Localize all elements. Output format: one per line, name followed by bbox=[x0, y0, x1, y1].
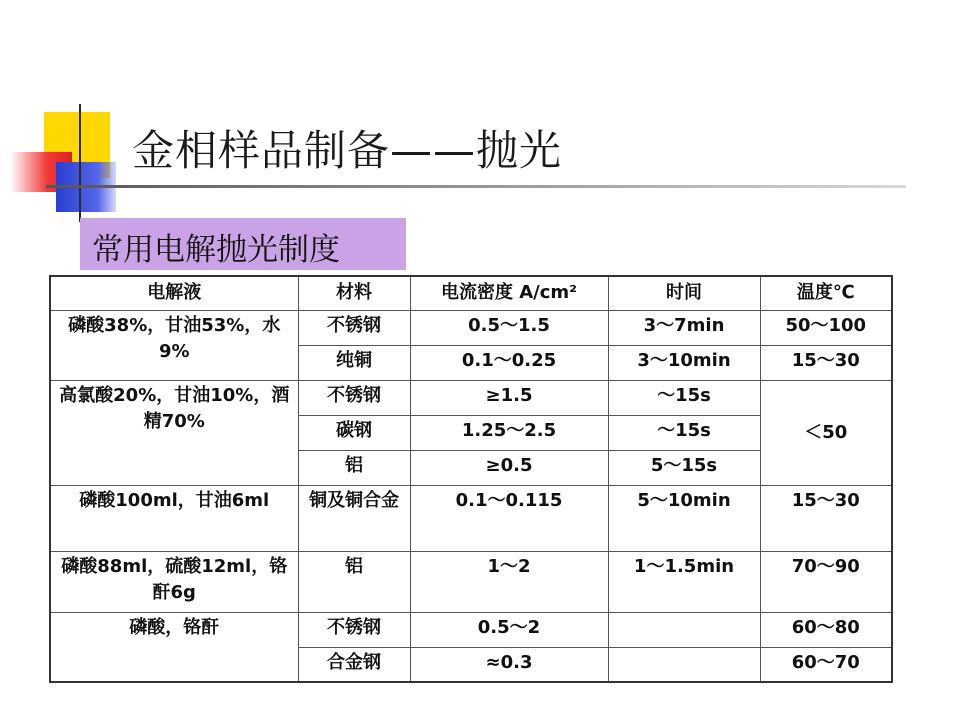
cell-time: 5～15s bbox=[608, 450, 760, 485]
slide-title: 金相样品制备——抛光 bbox=[132, 126, 563, 175]
cell-time: ～15s bbox=[608, 380, 760, 415]
cell-electrolyte: 磷酸，铬酐 bbox=[50, 612, 298, 682]
cell-current-density: ≈0.3 bbox=[410, 647, 608, 682]
cell-material: 铝 bbox=[298, 551, 410, 612]
cell-material: 碳钢 bbox=[298, 415, 410, 450]
slide-subtitle: 常用电解抛光制度 bbox=[80, 218, 406, 270]
decor-vertical-line bbox=[79, 104, 81, 222]
cell-time: 1～1.5min bbox=[608, 551, 760, 612]
cell-material: 合金钢 bbox=[298, 647, 410, 682]
table-header-row bbox=[50, 276, 892, 310]
cell-current-density: 0.5～2 bbox=[410, 612, 608, 647]
cell-material: 铝 bbox=[298, 450, 410, 485]
cell-time: 3～10min bbox=[608, 345, 760, 380]
cell-time bbox=[608, 612, 760, 647]
cell-current-density: 1.25～2.5 bbox=[410, 415, 608, 450]
cell-material: 不锈钢 bbox=[298, 380, 410, 415]
header-time: 时间 bbox=[608, 276, 760, 310]
cell-time: ～15s bbox=[608, 415, 760, 450]
cell-material: 不锈钢 bbox=[298, 310, 410, 345]
table-row bbox=[50, 612, 892, 647]
cell-temperature: 15～30 bbox=[760, 345, 892, 380]
header-material: 材料 bbox=[298, 276, 410, 310]
cell-current-density: 0.1～0.25 bbox=[410, 345, 608, 380]
cell-time: 5～10min bbox=[608, 485, 760, 551]
cell-temperature: ＜50 bbox=[760, 380, 892, 485]
cell-material: 纯铜 bbox=[298, 345, 410, 380]
cell-current-density: 1～2 bbox=[410, 551, 608, 612]
cell-electrolyte: 磷酸38%，甘油53%，水9% bbox=[50, 310, 298, 380]
electropolishing-table bbox=[49, 275, 893, 683]
cell-current-density: ≥0.5 bbox=[410, 450, 608, 485]
cell-electrolyte: 高氯酸20%，甘油10%，酒精70% bbox=[50, 380, 298, 485]
header-temperature: 温度℃ bbox=[760, 276, 892, 310]
title-underline bbox=[46, 185, 906, 188]
cell-material: 铜及铜合金 bbox=[298, 485, 410, 551]
cell-current-density: 0.5～1.5 bbox=[410, 310, 608, 345]
cell-temperature: 70～90 bbox=[760, 551, 892, 612]
header-current-density: 电流密度 A/cm² bbox=[410, 276, 608, 310]
header-electrolyte: 电解液 bbox=[50, 276, 298, 310]
table-row bbox=[50, 551, 892, 612]
cell-current-density: 0.1～0.115 bbox=[410, 485, 608, 551]
cell-temperature: 15～30 bbox=[760, 485, 892, 551]
cell-current-density: ≥1.5 bbox=[410, 380, 608, 415]
cell-temperature: 60～80 bbox=[760, 612, 892, 647]
cell-time: 3～7min bbox=[608, 310, 760, 345]
table-row bbox=[50, 485, 892, 551]
cell-temperature: 60～70 bbox=[760, 647, 892, 682]
cell-time bbox=[608, 647, 760, 682]
cell-material: 不锈钢 bbox=[298, 612, 410, 647]
cell-temperature: 50～100 bbox=[760, 310, 892, 345]
cell-electrolyte: 磷酸88ml，硫酸12ml，铬酐6g bbox=[50, 551, 298, 612]
table-row bbox=[50, 310, 892, 345]
cell-electrolyte: 磷酸100ml，甘油6ml bbox=[50, 485, 298, 551]
table-row bbox=[50, 380, 892, 415]
